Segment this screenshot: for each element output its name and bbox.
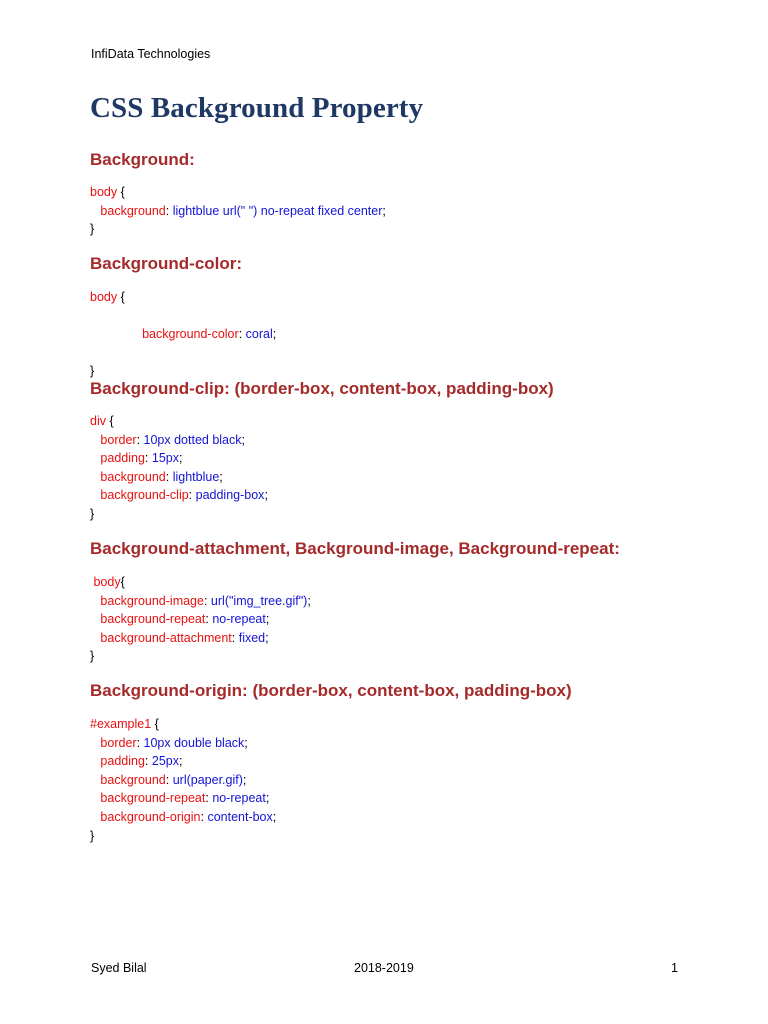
css-property: background-repeat (100, 612, 206, 627)
css-value: 10px dotted black (143, 432, 242, 447)
css-value: coral (245, 327, 273, 342)
css-value: url(paper.gif) (172, 772, 243, 787)
code-block (90, 412, 268, 524)
code-line (90, 307, 276, 326)
code-selector: div (90, 414, 106, 428)
code-line: background-origin: content-box; (100, 809, 277, 824)
code-brace: } (90, 649, 95, 664)
section-heading: Background-attachment, Background-image, Background-repeat: (90, 539, 620, 558)
code-line (90, 647, 311, 666)
section-heading: Background-clip: (border-box, content-box, padding-box) (90, 379, 554, 398)
code-line (90, 827, 276, 846)
code-line: border: 10px double black; (100, 735, 248, 750)
code-selector: body (90, 290, 118, 304)
css-value: no-repeat (212, 791, 266, 806)
css-property: border (100, 735, 137, 750)
footer-page-number: 1 (671, 961, 678, 975)
css-property: border (100, 432, 137, 447)
code-line (90, 183, 386, 202)
code-line: background-image: url("img_tree.gif"); (100, 593, 311, 608)
code-line: background-repeat: no-repeat; (100, 791, 270, 806)
code-brace: { (117, 290, 125, 304)
code-selector: #example1 (90, 717, 152, 731)
code-line: background: url(paper.gif); (100, 772, 247, 787)
code-block (90, 288, 276, 381)
section-heading: Background: (90, 150, 195, 169)
css-value: 10px double black (143, 735, 245, 750)
code-line: background-attachment: fixed; (100, 630, 269, 645)
code-block (90, 183, 386, 239)
css-property: background (100, 469, 166, 484)
css-property: background-color (142, 327, 239, 342)
code-brace: { (105, 414, 114, 428)
footer-author: Syed Bilal (91, 961, 147, 975)
code-line: padding: 25px; (100, 754, 183, 769)
css-property: background-repeat (100, 791, 206, 806)
css-value: fixed (238, 630, 266, 645)
css-value: 25px (151, 754, 179, 769)
css-value: content-box (207, 809, 273, 824)
code-brace: { (117, 185, 125, 199)
code-line: background-clip: padding-box; (100, 488, 268, 503)
code-line (90, 288, 276, 307)
code-block (90, 573, 311, 666)
code-brace: } (90, 364, 95, 379)
code-line (90, 344, 276, 363)
css-property: background (100, 203, 166, 218)
css-value: url("img_tree.gif") (210, 593, 308, 608)
code-brace: } (90, 506, 95, 521)
code-line (90, 573, 311, 592)
css-property: padding (100, 754, 145, 769)
page-header: InfiData Technologies (91, 47, 211, 61)
code-line (90, 715, 276, 734)
code-block (90, 715, 276, 845)
code-line: background-repeat: no-repeat; (100, 612, 270, 627)
code-line: background: lightblue url(" ") no-repeat fixed center; (100, 203, 386, 218)
css-property: background-image (100, 593, 204, 608)
code-line: background: lightblue; (100, 469, 223, 484)
code-line (90, 220, 386, 239)
css-value: lightblue (172, 469, 220, 484)
css-property: padding (100, 451, 145, 466)
css-property: background-origin (100, 809, 201, 824)
code-brace: { (120, 575, 125, 589)
code-brace: { (151, 717, 159, 731)
section-heading: Background-color: (90, 254, 243, 273)
section-heading: Background-origin: (border-box, content-box, padding-box) (90, 681, 572, 700)
css-value: 15px (151, 451, 179, 466)
code-selector: body (93, 575, 121, 589)
css-value: no-repeat (212, 612, 266, 627)
code-line (90, 505, 268, 524)
css-value: padding-box (195, 488, 265, 503)
code-line: padding: 15px; (100, 451, 183, 466)
code-selector: body (90, 185, 118, 199)
css-property: background-clip (100, 488, 189, 503)
code-line (90, 412, 268, 431)
css-value: lightblue url(" ") no-repeat fixed center (172, 203, 383, 218)
page-title: CSS Background Property (90, 92, 424, 124)
code-line: background-color: coral; (142, 327, 277, 342)
footer-year: 2018-2019 (354, 961, 414, 975)
code-line: border: 10px dotted black; (100, 432, 245, 447)
css-property: background (100, 772, 166, 787)
css-property: background-attachment (100, 630, 232, 645)
code-brace: } (90, 222, 95, 237)
code-brace: } (90, 828, 95, 843)
